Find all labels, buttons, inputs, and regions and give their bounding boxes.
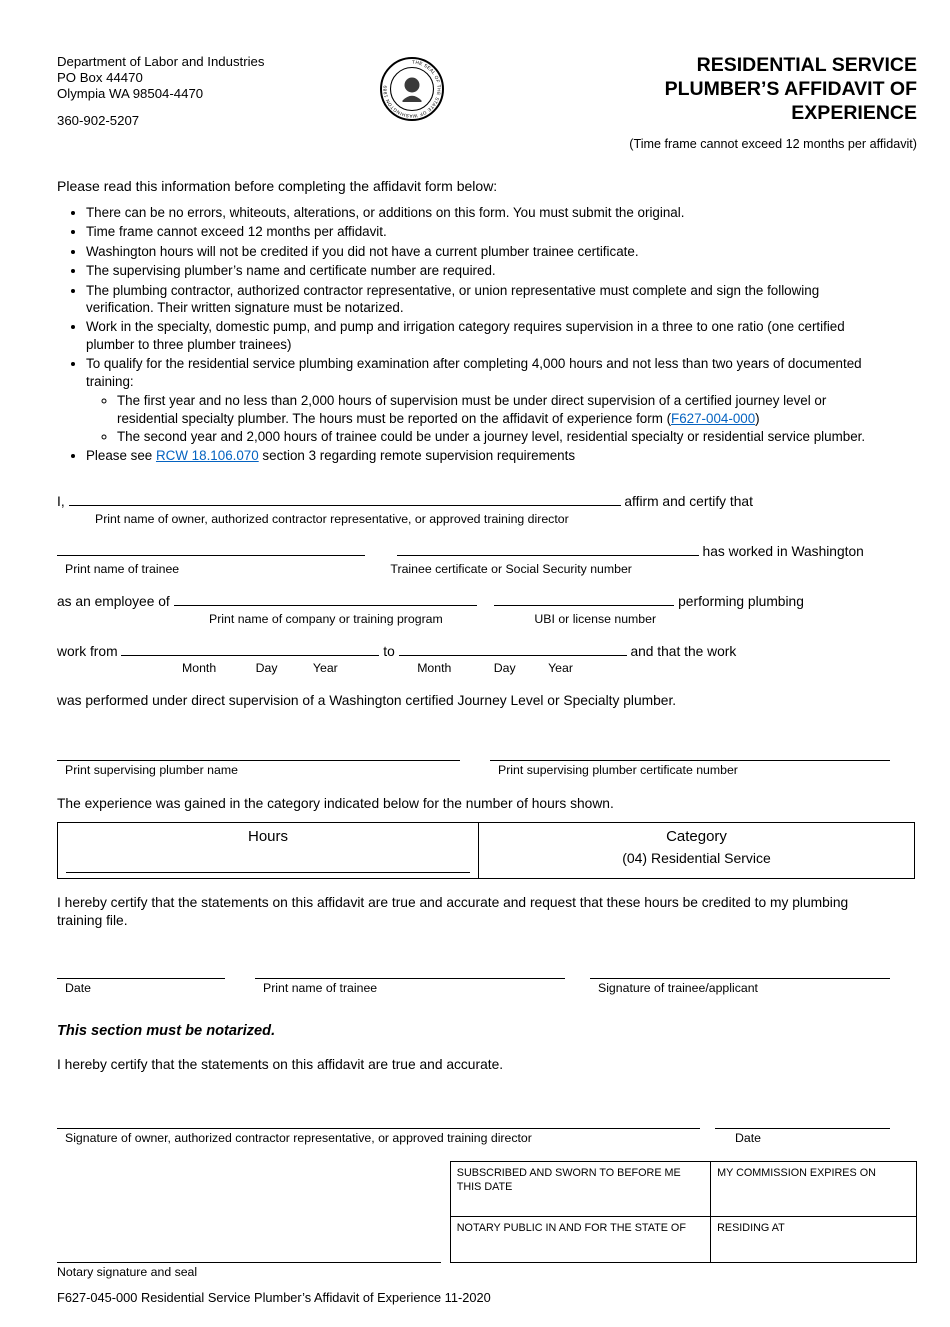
affirm-text: affirm and certify that [624, 493, 753, 509]
category-cell [479, 823, 915, 879]
from-date-blank[interactable] [121, 641, 379, 656]
category-value: (04) Residential Service [622, 849, 771, 866]
agency-name: Department of Labor and Industries [57, 54, 265, 69]
instruction-text: Please see [86, 448, 156, 464]
form-subtitle: (Time frame cannot exceed 12 months per affidavit) [629, 137, 917, 152]
sworn-label: SUBSCRIBED AND SWORN TO BEFORE ME THIS DATE [456, 1166, 681, 1194]
ubi-blank[interactable] [494, 591, 674, 606]
employer-line [57, 591, 917, 611]
instruction-sublist [86, 392, 872, 445]
form-title-line: RESIDENTIAL SERVICE [696, 54, 917, 76]
owner-signature-col [57, 1114, 700, 1147]
supervisor-cert-col [490, 746, 890, 779]
instruction-item: • Work in the specialty, domestic pump, and pump and irrigation category requires supervision in a three to one ratio (one certified plumber to three plumber trainees) [86, 318, 872, 353]
spacer [480, 591, 490, 606]
trainee-sign-row [57, 964, 890, 997]
company-blank[interactable] [174, 591, 477, 606]
instructions-list [57, 204, 872, 465]
agency-phone: 360-902-5207 [57, 113, 140, 129]
notary-seal-caption: Notary signature and seal [57, 1264, 198, 1279]
day-caption: Day [255, 661, 278, 676]
instruction-text: ) [755, 410, 760, 426]
category-header: Category [666, 828, 727, 846]
to-date-blank[interactable] [399, 641, 627, 656]
instruction-item: • The plumbing contractor, authorized contractor representative, or union representative must complete and sign the following verification. Their written signature must be notarized. [86, 282, 872, 317]
supervisor-cert-blank[interactable] [490, 746, 890, 761]
trainee-signature-col [590, 964, 890, 997]
instructions-intro: Please read this information before completing the affidavit form below: [57, 177, 498, 194]
ubi-caption: UBI or license number [534, 611, 657, 626]
agency-city: Olympia WA 98504-4470 [57, 86, 204, 102]
i-label: I, [57, 493, 65, 509]
supervisor-name-col [57, 746, 460, 779]
instruction-text: To qualify for the residential service plumbing examination after completing 4,000 hours and not less than two years of documented training: [86, 356, 862, 389]
work-period-line [57, 641, 917, 661]
supervisor-name-caption: Print supervising plumber name [65, 763, 238, 778]
commission-cell[interactable] [711, 1161, 917, 1216]
performing-text: performing plumbing [678, 593, 804, 609]
instruction-text: section 3 regarding remote supervision requirements [258, 448, 576, 464]
trainee-name-sign-col [255, 964, 565, 997]
commission-label: MY COMMISSION EXPIRES ON [717, 1166, 876, 1179]
month-caption: Month [182, 661, 217, 676]
form-header [57, 54, 917, 129]
owner-signature-blank[interactable] [57, 1114, 700, 1129]
trainee-signature-blank[interactable] [590, 964, 890, 979]
svg-text:THE SEAL OF THE STATE OF WASHI: THE SEAL OF THE STATE OF WASHINGTON 1889 [382, 59, 442, 119]
trainee-signature-caption: Signature of trainee/applicant [598, 981, 758, 996]
owner-certification: I hereby certify that the statements on this affidavit are true and accurate. [57, 1057, 504, 1073]
owner-signature-caption: Signature of owner, authorized contractor representative, or approved training director [65, 1131, 532, 1145]
agency-address-block [57, 54, 357, 129]
form-title-line: EXPERIENCE [791, 101, 917, 124]
instruction-item [86, 447, 872, 464]
trainee-certification: I hereby certify that the statements on this affidavit are true and accurate and request that these hours be credited to my plumbing training file. [57, 895, 849, 929]
to-text: to [383, 643, 395, 659]
trainee-line [57, 541, 917, 561]
date-col [57, 964, 225, 997]
form-footer: F627-045-000 Residential Service Plumber’s Affidavit of Experience 11-2020 [57, 1289, 491, 1305]
category-table [57, 822, 915, 879]
affirm-line [57, 491, 917, 511]
supervision-sentence: was performed under direct supervision of a Washington certified Journey Level or Specialty plumber. [57, 693, 677, 709]
trainee-cert-caption: Trainee certificate or Social Security number [390, 561, 632, 576]
f627-004-link[interactable]: F627-004-000 [671, 410, 756, 426]
owner-name-caption: Print name of owner, authorized contractor representative, or approved training director [95, 511, 569, 526]
year-caption: Year [312, 661, 338, 676]
employer-captions [57, 612, 917, 628]
trainee-name-sign-blank[interactable] [255, 964, 565, 979]
instruction-item: • There can be no errors, whiteouts, alterations, or additions on this form. You must submit the original. [86, 204, 872, 221]
trainee-name-sign-caption: Print name of trainee [263, 981, 378, 996]
owner-date-col [715, 1114, 890, 1147]
form-title-line: PLUMBER’S AFFIDAVIT OF [664, 77, 917, 100]
owner-sign-row [57, 1114, 890, 1147]
company-caption: Print name of company or training program [209, 611, 443, 626]
hours-blank[interactable] [66, 847, 470, 874]
agency-pobox: PO Box 44470 [57, 70, 143, 86]
notary-signature-blank[interactable] [57, 1262, 441, 1263]
rcw-link[interactable]: RCW 18.106.070 [155, 448, 259, 464]
supervisor-row [57, 746, 890, 779]
date-caption: Date [65, 981, 91, 996]
supervisor-cert-caption: Print supervising plumber certificate number [498, 763, 738, 778]
notary-public-label: NOTARY PUBLIC IN AND FOR THE STATE OF [456, 1221, 686, 1234]
supervisor-name-blank[interactable] [57, 746, 460, 761]
year-caption: Year [548, 661, 573, 676]
and-that-text: and that the work [630, 643, 737, 659]
day-caption: Day [493, 661, 516, 676]
state-seal-icon [357, 56, 467, 127]
trainee-cert-blank[interactable] [397, 541, 699, 556]
instruction-text: The first year and no less than 2,000 hours of supervision must be under direct supervision of a certified journey level or residential specialty plumber. The hours must be reported on the affidavit of experience form ( [117, 393, 827, 426]
notarize-heading: This section must be notarized. [57, 1023, 276, 1040]
form-title-block [467, 54, 917, 125]
employee-of-text: as an employee of [57, 593, 170, 609]
notary-table [450, 1161, 917, 1263]
month-caption: Month [417, 661, 452, 676]
sworn-cell[interactable] [450, 1161, 710, 1216]
notary-block [57, 1161, 917, 1263]
worked-text: has worked in Washington [702, 543, 864, 559]
instruction-subitem: ◦ The second year and 2,000 hours of trainee could be under a journey level, residential specialty or residential service plumber. [117, 428, 872, 445]
work-from-text: work from [57, 643, 118, 659]
owner-date-caption: Date [735, 1131, 761, 1145]
notary-public-cell[interactable] [450, 1216, 710, 1262]
residing-cell[interactable] [711, 1216, 917, 1262]
trainee-name-caption: Print name of trainee [65, 561, 180, 576]
instruction-item [86, 355, 872, 445]
instruction-subitem [117, 392, 872, 427]
hours-header: Hours [247, 828, 288, 846]
date-blank[interactable] [57, 964, 225, 979]
instruction-item: • Time frame cannot exceed 12 months per affidavit. [86, 223, 872, 240]
category-intro: The experience was gained in the category indicated below for the number of hours shown. [57, 796, 614, 812]
hours-cell [58, 823, 479, 879]
residing-label: RESIDING AT [717, 1221, 785, 1234]
owner-name-blank[interactable] [69, 491, 621, 506]
instruction-item: • The supervising plumber’s name and certificate number are required. [86, 262, 872, 279]
date-captions [57, 661, 917, 677]
owner-date-blank[interactable] [715, 1114, 890, 1129]
instruction-item: • Washington hours will not be credited if you did not have a current plumber trainee certificate. [86, 243, 872, 260]
trainee-captions [57, 562, 917, 578]
trainee-name-blank[interactable] [57, 541, 365, 556]
spacer [369, 541, 393, 556]
